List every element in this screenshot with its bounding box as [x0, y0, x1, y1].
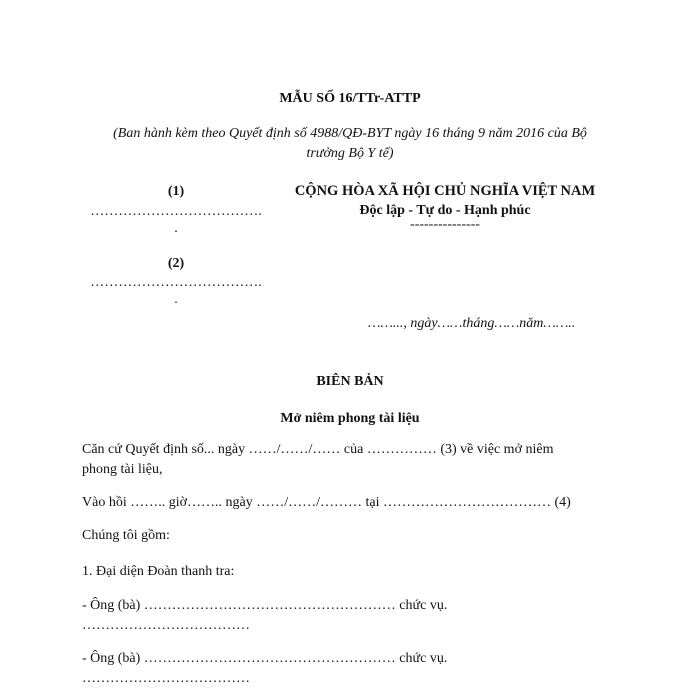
org-label-2: (2)	[167, 256, 185, 271]
inspection-team-heading: 1. Đại diện Đoàn thanh tra:	[82, 564, 235, 579]
org-fill-line-2: ……………………………….	[90, 275, 262, 290]
member-2-continuation: ………………………………	[82, 671, 250, 686]
basis-paragraph-line-1: Căn cứ Quyết định số... ngày ……/……/…… của …………… (3) về việc mở niêm	[82, 442, 554, 457]
members-intro: Chúng tôi gồm:	[82, 528, 170, 543]
member-1-continuation: ………………………………	[82, 618, 250, 633]
document-subtitle: Mở niêm phong tài liệu	[280, 411, 420, 426]
org-label-1: (1)	[167, 184, 185, 199]
org-fill-line-1: ……………………………….	[90, 204, 262, 219]
org-dot-2: .	[174, 292, 178, 307]
country-name: CỘNG HÒA XÃ HỘI CHỦ NGHĨA VIỆT NAM	[294, 183, 596, 199]
basis-paragraph-line-2: phong tài liệu,	[82, 462, 163, 477]
motto-underline: ---------------	[410, 217, 480, 232]
motto: Độc lập - Tự do - Hạnh phúc	[359, 203, 531, 218]
document-title: BIÊN BẢN	[316, 374, 384, 389]
member-2-line: - Ông (bà) ……………………………………………… chức vụ.	[82, 651, 448, 666]
date-line: ……..., ngày……tháng……năm……..	[368, 316, 576, 331]
issuance-note: (Ban hành kèm theo Quyết định số 4988/QĐ-BYT ngày 16 tháng 9 năm 2016 của Bộ trưởng Bộ Y tế)	[113, 126, 587, 161]
form-number: MẪU SỐ 16/TTr-ATTP	[279, 91, 421, 106]
time-place-line: Vào hồi …….. giờ…….. ngày ……/……/……… tại ……………………………… (4)	[82, 495, 571, 510]
org-dot-1: .	[174, 221, 178, 236]
member-1-line: - Ông (bà) ……………………………………………… chức vụ.	[82, 598, 448, 613]
